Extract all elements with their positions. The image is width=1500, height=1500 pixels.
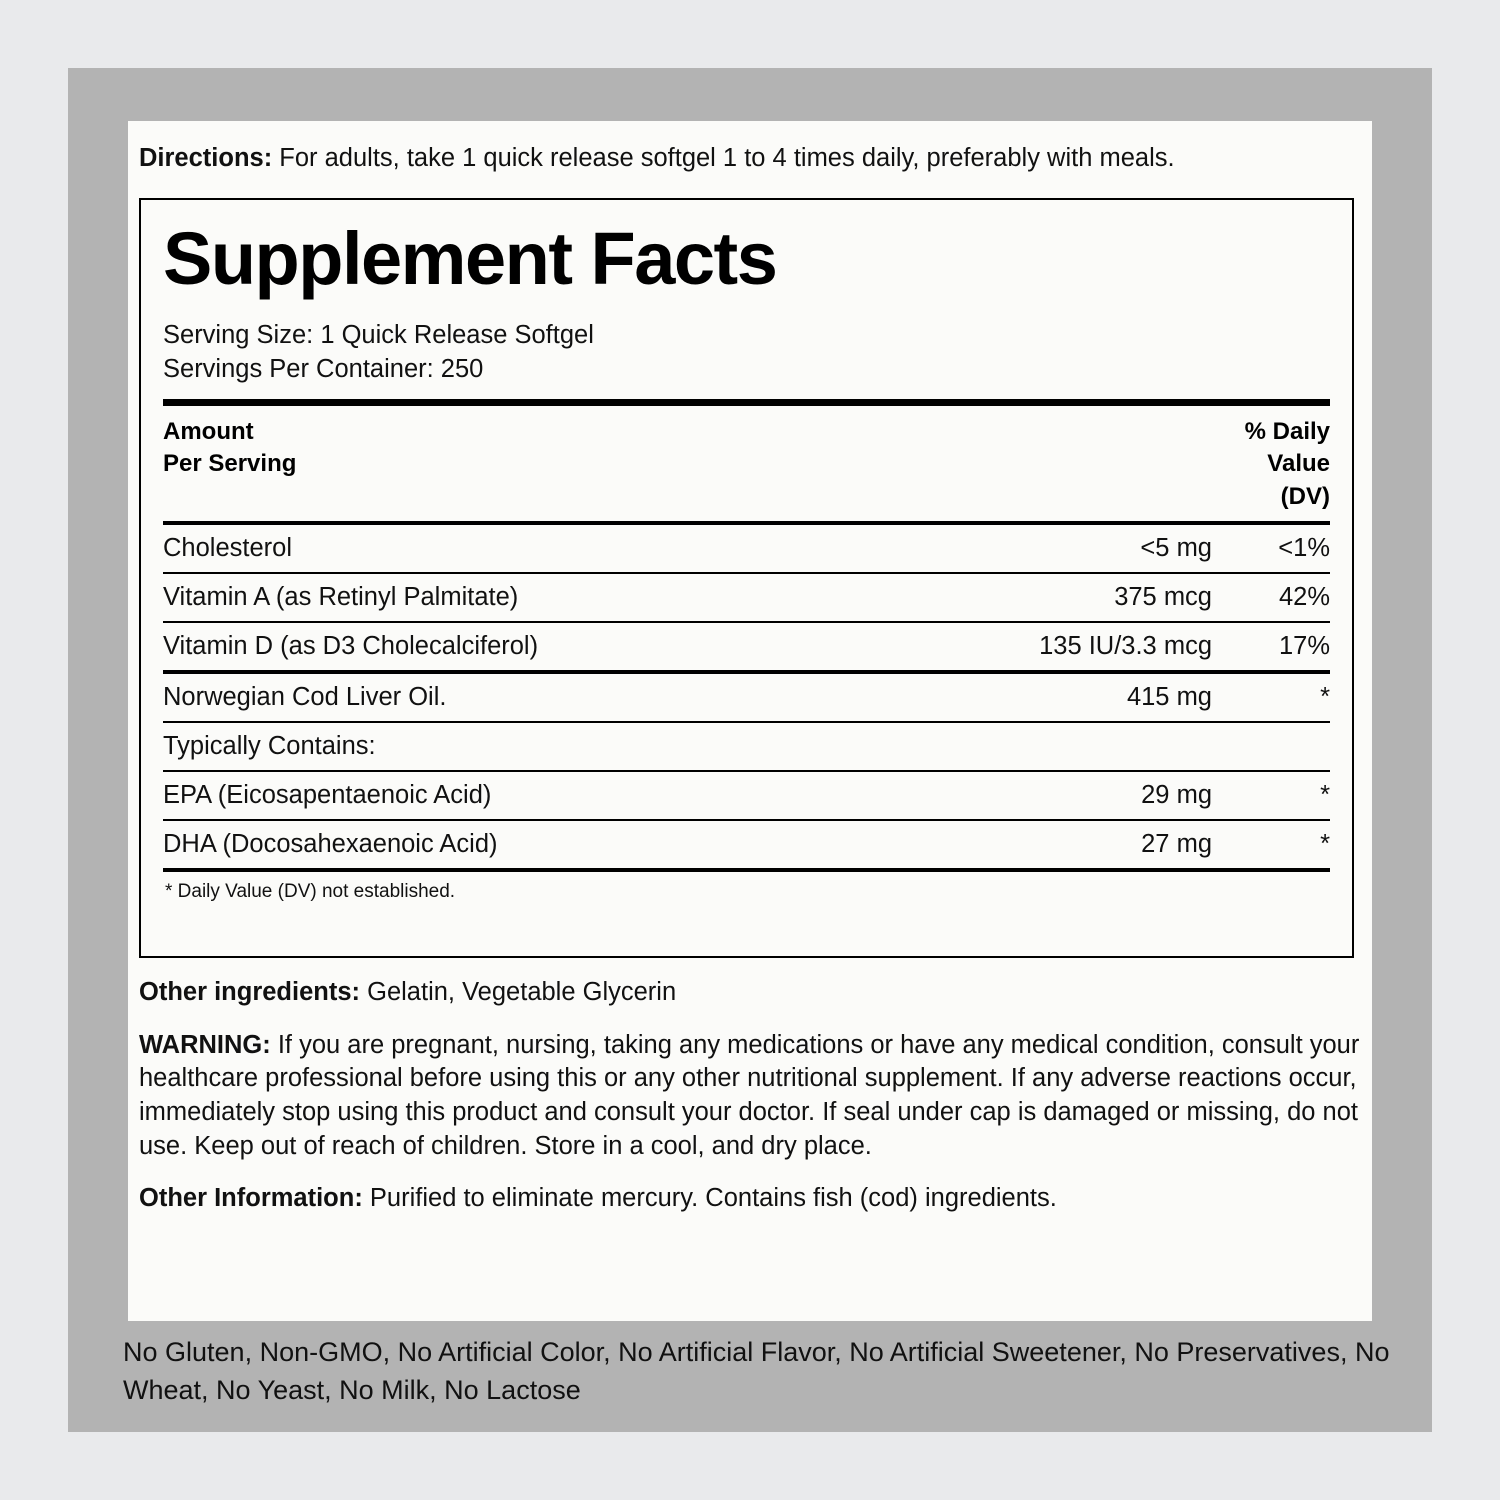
table-row [163,820,1330,870]
table-row [163,771,1330,820]
directions-line [139,143,1369,175]
nutrient-dv: 42% [1212,573,1330,622]
nutrient-amount: 375 mcg [962,573,1212,622]
nutrient-amount: 29 mg [962,771,1212,820]
nutrient-amount: 27 mg [962,820,1212,870]
table-header [163,406,1330,521]
header-dv-line3: (DV) [1280,482,1330,510]
other-ingredients-label: Other ingredients: [139,978,361,1006]
table-row [163,573,1330,622]
other-ingredients-text: Gelatin, Vegetable Glycerin [360,978,677,1006]
nutrient-dv: * [1212,771,1330,820]
label-notes [139,976,1361,1235]
nutrient-dv: 17% [1212,622,1330,672]
nutrient-dv: <1% [1212,525,1330,573]
warning-line [139,1029,1361,1164]
daily-value-footnote: * Daily Value (DV) not established. [165,881,456,903]
table-row [163,722,1330,771]
nutrition-table [163,525,1330,872]
nutrient-name: EPA (Eicosapentaenoic Acid) [163,771,962,820]
nutrient-name: Typically Contains: [163,722,962,771]
label-page [68,68,1432,1432]
supplement-facts-title: Supplement Facts [163,217,777,300]
serving-size: Serving Size: 1 Quick Release Softgel [163,321,594,349]
directions-label: Directions: [139,144,273,172]
warning-text: If you are pregnant, nursing, taking any medications or have any medical condition, consult your healthcare professional before using this or any other nutritional supplement. If any adverse reactions occur, immediately stop using this product and consult your doctor. If seal under cap is damaged or missing, do not use. Keep out of reach of children. Store in a cool, and dry place. [139,1030,1360,1160]
label-content-panel [128,121,1372,1321]
nutrient-amount: 135 IU/3.3 mcg [962,622,1212,672]
nutrient-dv: * [1212,672,1330,722]
table-row [163,622,1330,672]
other-information-text: Purified to eliminate mercury. Contains fish (cod) ingredients. [362,1184,1057,1213]
header-dv-line1: % Daily [1244,417,1330,445]
directions-text: For adults, take 1 quick release softgel 1 to 4 times daily, preferably with meals. [272,144,1175,172]
header-amount-line2: Per Serving [163,450,297,478]
nutrient-name: Vitamin A (as Retinyl Palmitate) [163,573,962,622]
product-claims: No Gluten, Non-GMO, No Artificial Color, No Artificial Flavor, No Artificial Sweetener, No Preservatives, No Wheat, No Yeast, No Milk, No Lactose [123,1337,1390,1406]
nutrient-name: Vitamin D (as D3 Cholecalciferol) [163,622,962,672]
other-ingredients-line [139,976,1361,1010]
table-row [163,525,1330,573]
supplement-facts-box [139,198,1354,958]
nutrient-name: Norwegian Cod Liver Oil. [163,672,962,722]
nutrient-name: Cholesterol [163,525,962,573]
table-row [163,672,1330,722]
other-information-line [139,1182,1361,1216]
nutrient-amount [962,722,1212,771]
nutrient-name: DHA (Docosahexaenoic Acid) [163,820,962,870]
header-dv-line2: Value [1267,450,1330,478]
other-information-label: Other Information: [139,1184,363,1213]
divider-thick-top [163,399,1330,406]
servings-per-container: Servings Per Container: 250 [163,355,484,384]
nutrient-amount: 415 mg [962,672,1212,722]
nutrient-dv [1212,722,1330,771]
warning-label: WARNING: [139,1030,271,1059]
nutrient-dv: * [1212,820,1330,870]
nutrient-amount: <5 mg [962,525,1212,573]
header-amount-line1: Amount [163,417,254,445]
